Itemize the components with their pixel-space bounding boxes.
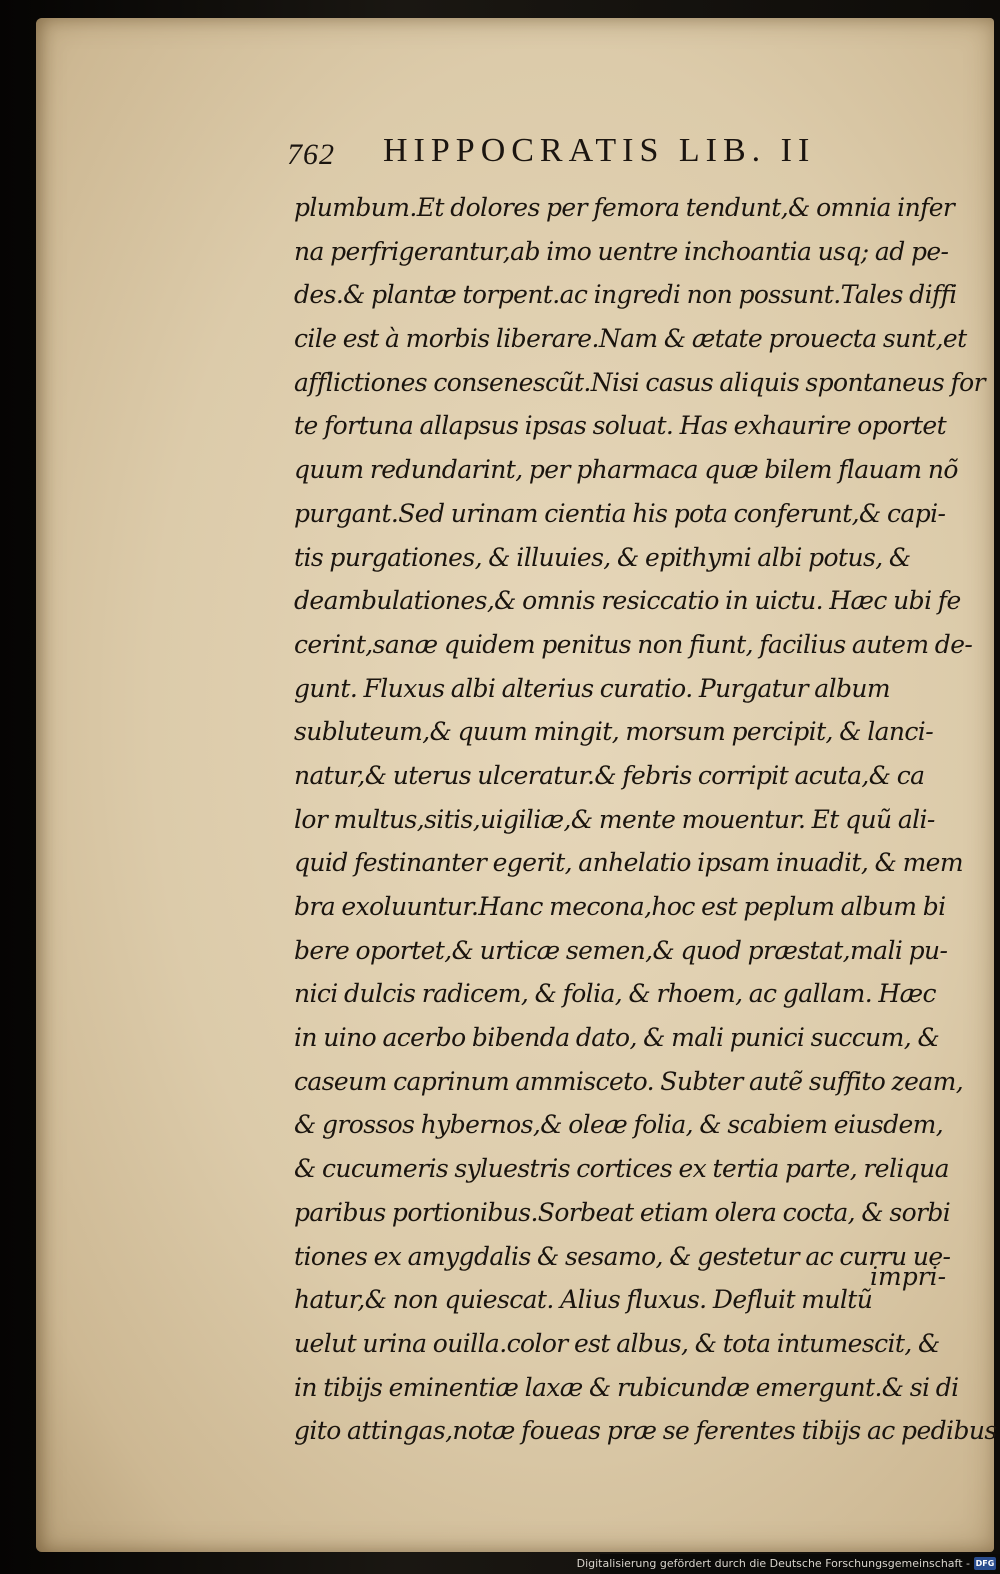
- text-line: in tibijs eminentiæ laxæ & rubicundæ emergunt.& si di: [294, 1372, 959, 1402]
- text-line: in uino acerbo bibenda dato, & mali punici succum, &: [294, 1023, 940, 1053]
- text-line: cile est à morbis liberare.Nam & ætate prouecta sunt,et: [294, 324, 967, 354]
- text-line: gunt. Fluxus albi alterius curatio. Purgatur album: [294, 673, 891, 703]
- text-line: te fortuna allapsus ipsas soluat. Has exhaurire oportet: [294, 411, 947, 441]
- text-line: paribus portionibus.Sorbeat etiam olera cocta, & sorbi: [294, 1197, 951, 1227]
- running-title: HIPPOCRATIS LIB. II: [383, 132, 816, 169]
- text-line: deambulationes,& omnis resiccatio in uictu. Hæc ubi fe: [294, 586, 961, 616]
- text-line: quid festinanter egerit, anhelatio ipsam inuadit, & mem: [294, 848, 963, 878]
- text-line: bra exoluuntur.Hanc mecona,hoc est peplum album bi: [294, 892, 946, 921]
- text-line: hatur,& non quiescat. Alius fluxus. Defluit multũ: [294, 1285, 873, 1315]
- text-line: caseum caprinum ammisceto. Subter autẽ suffito zeam,: [294, 1066, 964, 1096]
- text-line: quum redundarint, per pharmaca quæ bilem flauam nõ: [294, 455, 958, 485]
- text-line: bere oportet,& urticæ semen,& quod præstat,mali pu-: [294, 935, 948, 965]
- funding-credit: Digitalisierung gefördert durch die Deutsche Forschungsgemeinschaft -: [576, 1557, 970, 1570]
- text-line: & grossos hybernos,& oleæ folia, & scabiem eiusdem,: [294, 1110, 944, 1140]
- page-number: 762: [287, 138, 335, 171]
- text-line: purgant.Sed urinam cientia his pota conferunt,& capi-: [294, 498, 946, 528]
- text-line: & cucumeris syluestris cortices ex tertia parte, reliqua: [294, 1154, 949, 1184]
- text-line: uelut urina ouilla.color est albus, & tota intumescit, &: [294, 1328, 940, 1358]
- text-line: subluteum,& quum mingit, morsum percipit, & lanci-: [294, 717, 934, 747]
- text-line: nici dulcis radicem, & folia, & rhoem, ac gallam. Hæc: [294, 979, 936, 1009]
- text-line: afflictiones consenescũt.Nisi casus aliquis spontaneus for: [294, 367, 985, 397]
- text-line: gito attingas,notæ foueas præ se ferentes tibijs ac pedibus: [294, 1416, 997, 1446]
- digitization-footer: [576, 1554, 1000, 1574]
- running-head: [287, 132, 907, 184]
- text-line: plumbum.Et dolores per femora tendunt,& omnia infer: [294, 193, 955, 222]
- body-text: [294, 186, 997, 1453]
- catchword: impri-: [870, 1262, 947, 1291]
- text-line: na perfrigerantur,ab imo uentre inchoantia usq; ad pe-: [294, 236, 949, 266]
- text-line: cerint,sanæ quidem penitus non fiunt, facilius autem de-: [294, 629, 973, 659]
- text-line: des.& plantæ torpent.ac ingredi non possunt.Tales diffi: [294, 280, 957, 310]
- text-line: tis purgationes, & illuuies, & epithymi albi potus, &: [294, 542, 911, 572]
- text-line: natur,& uterus ulceratur.& febris corripit acuta,& ca: [294, 760, 925, 790]
- dfg-logo-icon: DFG: [975, 1559, 995, 1568]
- text-line: tiones ex amygdalis & sesamo, & gestetur ac curru ue-: [294, 1241, 951, 1271]
- text-line: lor multus,sitis,uigiliæ,& mente mouentur. Et quũ ali-: [294, 804, 935, 834]
